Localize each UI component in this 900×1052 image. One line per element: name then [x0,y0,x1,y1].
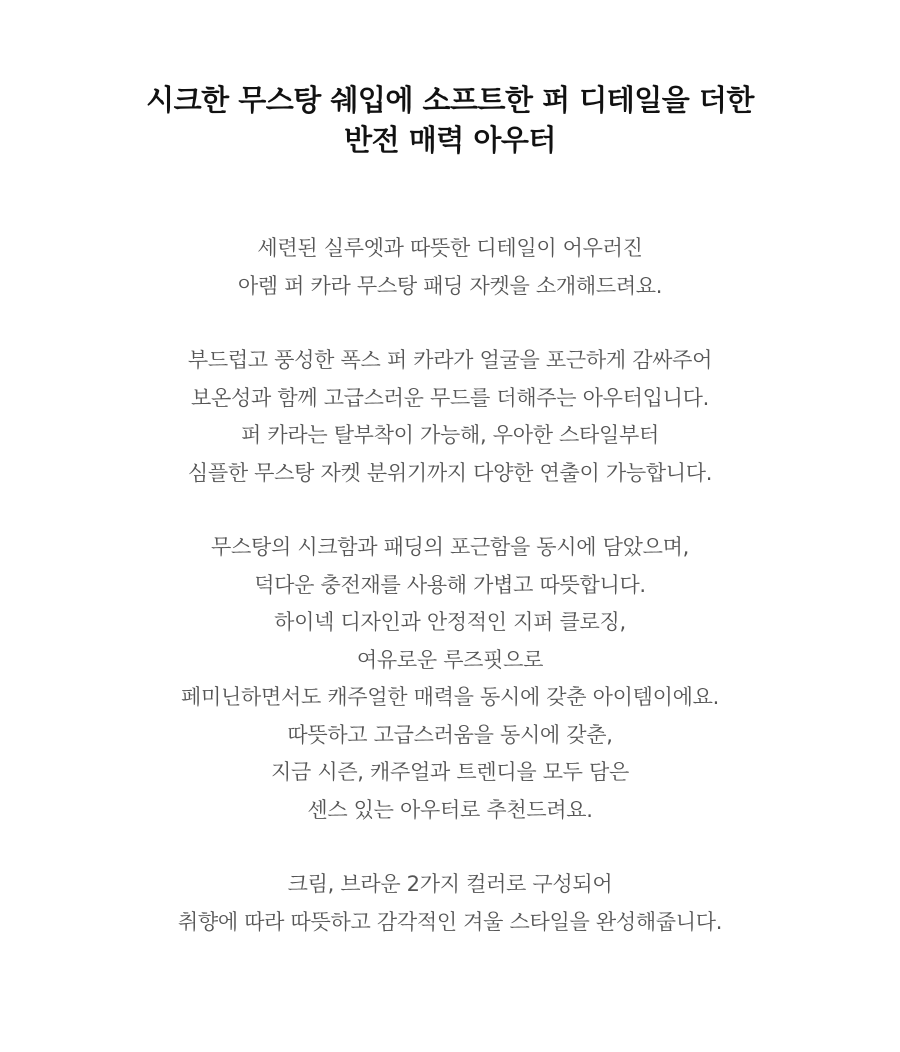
paragraph-line: 심플한 무스탕 자켓 분위기까지 다양한 연출이 가능합니다. [187,460,713,485]
paragraph-intro [0,230,900,305]
paragraph-line: 지금 시즌, 캐주얼과 트렌디을 모두 담은 [270,760,630,784]
paragraph-line: 덕다운 충전재를 사용해 가볍고 따뜻합니다. [254,572,646,597]
paragraph-line: 여유로운 루즈핏으로 [356,647,544,672]
paragraph-line: 무스탕의 시크함과 패딩의 포근함을 동시에 담았으며, [211,535,689,559]
paragraph-line: 보온성과 함께 고급스러운 무드를 더해주는 아우터입니다. [191,385,709,410]
paragraph-line: 따뜻하고 고급스러움을 동시에 갖춘, [287,722,613,747]
headline [0,80,900,160]
paragraph-line: 하이넥 디자인과 안정적인 지퍼 클로징, [274,610,626,634]
paragraph-fur-collar [0,342,900,492]
paragraph-line: 아렘 퍼 카라 무스탕 패딩 자켓을 소개해드려요. [237,273,663,298]
paragraph-line: 부드럽고 풍성한 폭스 퍼 카라가 얼굴을 포근하게 감싸주어 [187,348,713,372]
paragraph-colors [0,866,900,941]
paragraph-line: 취향에 따라 따뜻하고 감각적인 겨울 스타일을 완성해줍니다. [177,909,723,934]
headline-line-1: 시크한 무스탕 쉐입에 소프트한 퍼 디테일을 더한 [146,83,754,117]
headline-line-2: 반전 매력 아우터 [344,123,556,157]
paragraph-line: 세련된 실루엣과 따뜻한 디테일이 어우러진 [257,236,643,260]
paragraph-line: 크림, 브라운 2가지 컬러로 구성되어 [287,872,613,896]
paragraph-line: 센스 있는 아우터로 추천드려요. [307,797,593,822]
paragraph-line: 퍼 카라는 탈부착이 가능해, 우아한 스타일부터 [241,423,659,447]
paragraph-line: 페미닌하면서도 캐주얼한 매력을 동시에 갖춘 아이템이에요. [181,685,719,709]
paragraph-features [0,529,900,829]
description-body [0,230,900,941]
